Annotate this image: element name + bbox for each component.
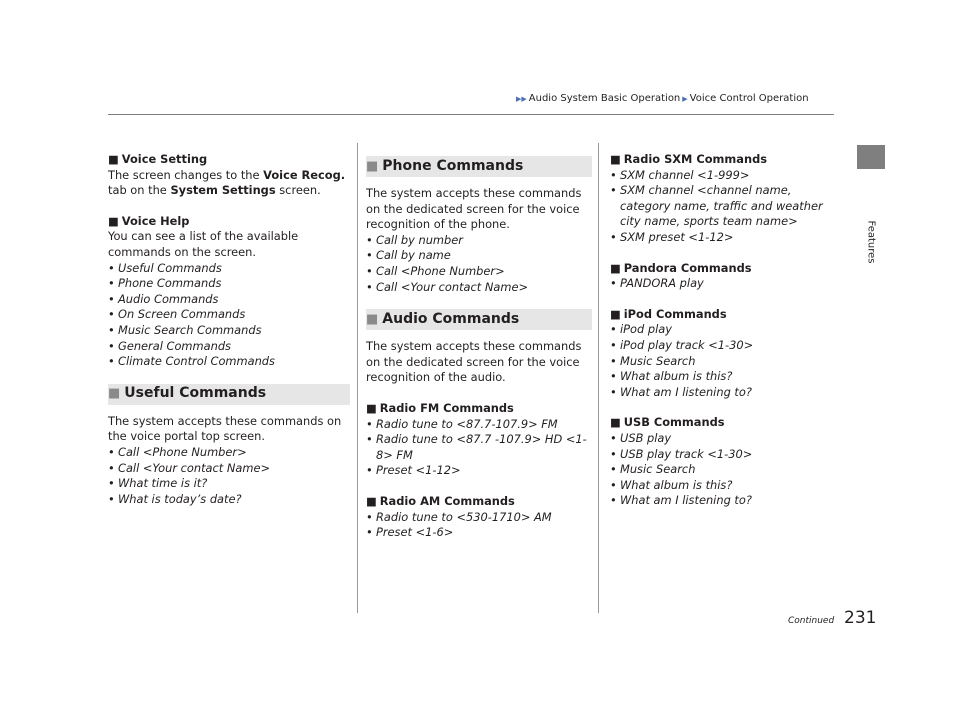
list-item: • Call <Your contact Name> — [366, 280, 592, 296]
list-item: • Radio tune to <87.7-107.9> FM — [366, 417, 592, 433]
section-heading: ■ Voice Help — [108, 213, 190, 228]
useful-commands-text: The system accepts these commands on the voice portal top screen. — [108, 413, 342, 444]
list-item: • PANDORA play — [610, 276, 840, 292]
list-item: • SXM channel <channel name, category name, traffic and weather city name, sports team name> — [610, 183, 840, 230]
square-bullet-icon: ■ — [108, 213, 119, 228]
section-heading: ■ Voice Setting — [108, 152, 208, 166]
square-bullet-icon: ■ — [610, 306, 621, 321]
square-bullet-icon: ■ — [366, 158, 379, 174]
column-divider-1 — [357, 143, 358, 613]
square-bullet-icon: ■ — [366, 493, 377, 508]
phone-commands-list — [366, 233, 592, 295]
list-item: • Call by name — [366, 248, 592, 264]
header-rule — [108, 114, 834, 115]
section-heading: ■ iPod Commands — [610, 306, 727, 321]
list-item: • USB play — [610, 431, 840, 447]
list-item: • What is today’s date? — [108, 492, 350, 508]
list-item: • Radio tune to <530-1710> AM — [366, 510, 592, 526]
list-item: • SXM preset <1-12> — [610, 230, 840, 246]
list-item: • Useful Commands — [108, 261, 350, 277]
column-middle — [366, 150, 592, 541]
column-left — [108, 152, 350, 507]
page-number: 231 — [844, 608, 877, 628]
list-item: • Preset <1-6> — [366, 525, 592, 541]
list-item: • Call <Phone Number> — [366, 264, 592, 280]
list-item: • Call by number — [366, 233, 592, 249]
list-item: • Call <Phone Number> — [108, 445, 350, 461]
arrow-icon: ▶ — [682, 95, 688, 103]
list-item: • Call <Your contact Name> — [108, 461, 350, 477]
list-item: • Music Search — [610, 354, 840, 370]
column-divider-2 — [598, 143, 599, 613]
section-heading: ■ USB Commands — [610, 415, 725, 430]
square-bullet-icon: ■ — [610, 415, 621, 430]
section-heading: ■ Radio FM Commands — [366, 400, 514, 415]
square-bullet-icon: ■ — [366, 400, 377, 415]
column-right — [610, 152, 840, 509]
list-item: • What time is it? — [108, 476, 350, 492]
usb-commands-list — [610, 431, 840, 509]
arrow-icon: ▶▶ — [516, 95, 527, 103]
section-heading: ■ Radio SXM Commands — [610, 152, 768, 166]
section-heading: ■ Pandora Commands — [610, 260, 752, 275]
list-item: • What am I listening to? — [610, 385, 840, 401]
audio-commands-band: ■ Audio Commands — [366, 309, 592, 330]
breadcrumb-item-1: Audio System Basic Operation — [528, 93, 681, 104]
section-tab-marker — [857, 145, 885, 169]
useful-commands-band: ■ Useful Commands — [108, 384, 350, 405]
list-item: • What album is this? — [610, 478, 840, 494]
pandora-commands-list — [610, 276, 840, 292]
list-item: • What am I listening to? — [610, 493, 840, 509]
list-item: • General Commands — [108, 339, 350, 355]
list-item: • On Screen Commands — [108, 307, 350, 323]
sxm-commands-list — [610, 168, 840, 246]
breadcrumb — [516, 93, 809, 104]
list-item: • iPod play — [610, 322, 840, 338]
list-item: • Music Search Commands — [108, 323, 350, 339]
voice-help-text: You can see a list of the available commands on the screen. — [108, 229, 299, 259]
list-item: • SXM channel <1-999> — [610, 168, 840, 184]
list-item: • What album is this? — [610, 369, 840, 385]
continued-label: Continued — [788, 616, 835, 626]
useful-commands-list — [108, 445, 350, 507]
side-tab-label: Features — [865, 220, 877, 264]
phone-commands-band: ■ Phone Commands — [366, 156, 592, 177]
list-item: • Audio Commands — [108, 292, 350, 308]
list-item: • Preset <1-12> — [366, 463, 592, 479]
audio-commands-text: The system accepts these commands on the dedicated screen for the voice recognition of the audio. — [366, 339, 582, 385]
list-item: • USB play track <1-30> — [610, 447, 840, 463]
square-bullet-icon: ■ — [108, 152, 119, 166]
voice-setting-text: The screen changes to the Voice Recog. tab on the System Settings screen. — [108, 167, 346, 198]
phone-commands-text: The system accepts these commands on the dedicated screen for the voice recognition of the phone. — [366, 186, 582, 232]
am-commands-list — [366, 510, 592, 541]
list-item: • iPod play track <1-30> — [610, 338, 840, 354]
square-bullet-icon: ■ — [108, 386, 121, 402]
square-bullet-icon: ■ — [610, 260, 621, 275]
list-item: • Radio tune to <87.7 -107.9> HD <1-8> FM — [366, 432, 592, 463]
section-heading: ■ Radio AM Commands — [366, 493, 515, 508]
list-item: • Music Search — [610, 462, 840, 478]
square-bullet-icon: ■ — [366, 311, 379, 327]
ipod-commands-list — [610, 322, 840, 400]
fm-commands-list — [366, 417, 592, 479]
voice-help-list — [108, 261, 350, 370]
list-item: • Climate Control Commands — [108, 354, 350, 370]
square-bullet-icon: ■ — [610, 152, 621, 166]
breadcrumb-item-2: Voice Control Operation — [689, 93, 809, 104]
list-item: • Phone Commands — [108, 276, 350, 292]
